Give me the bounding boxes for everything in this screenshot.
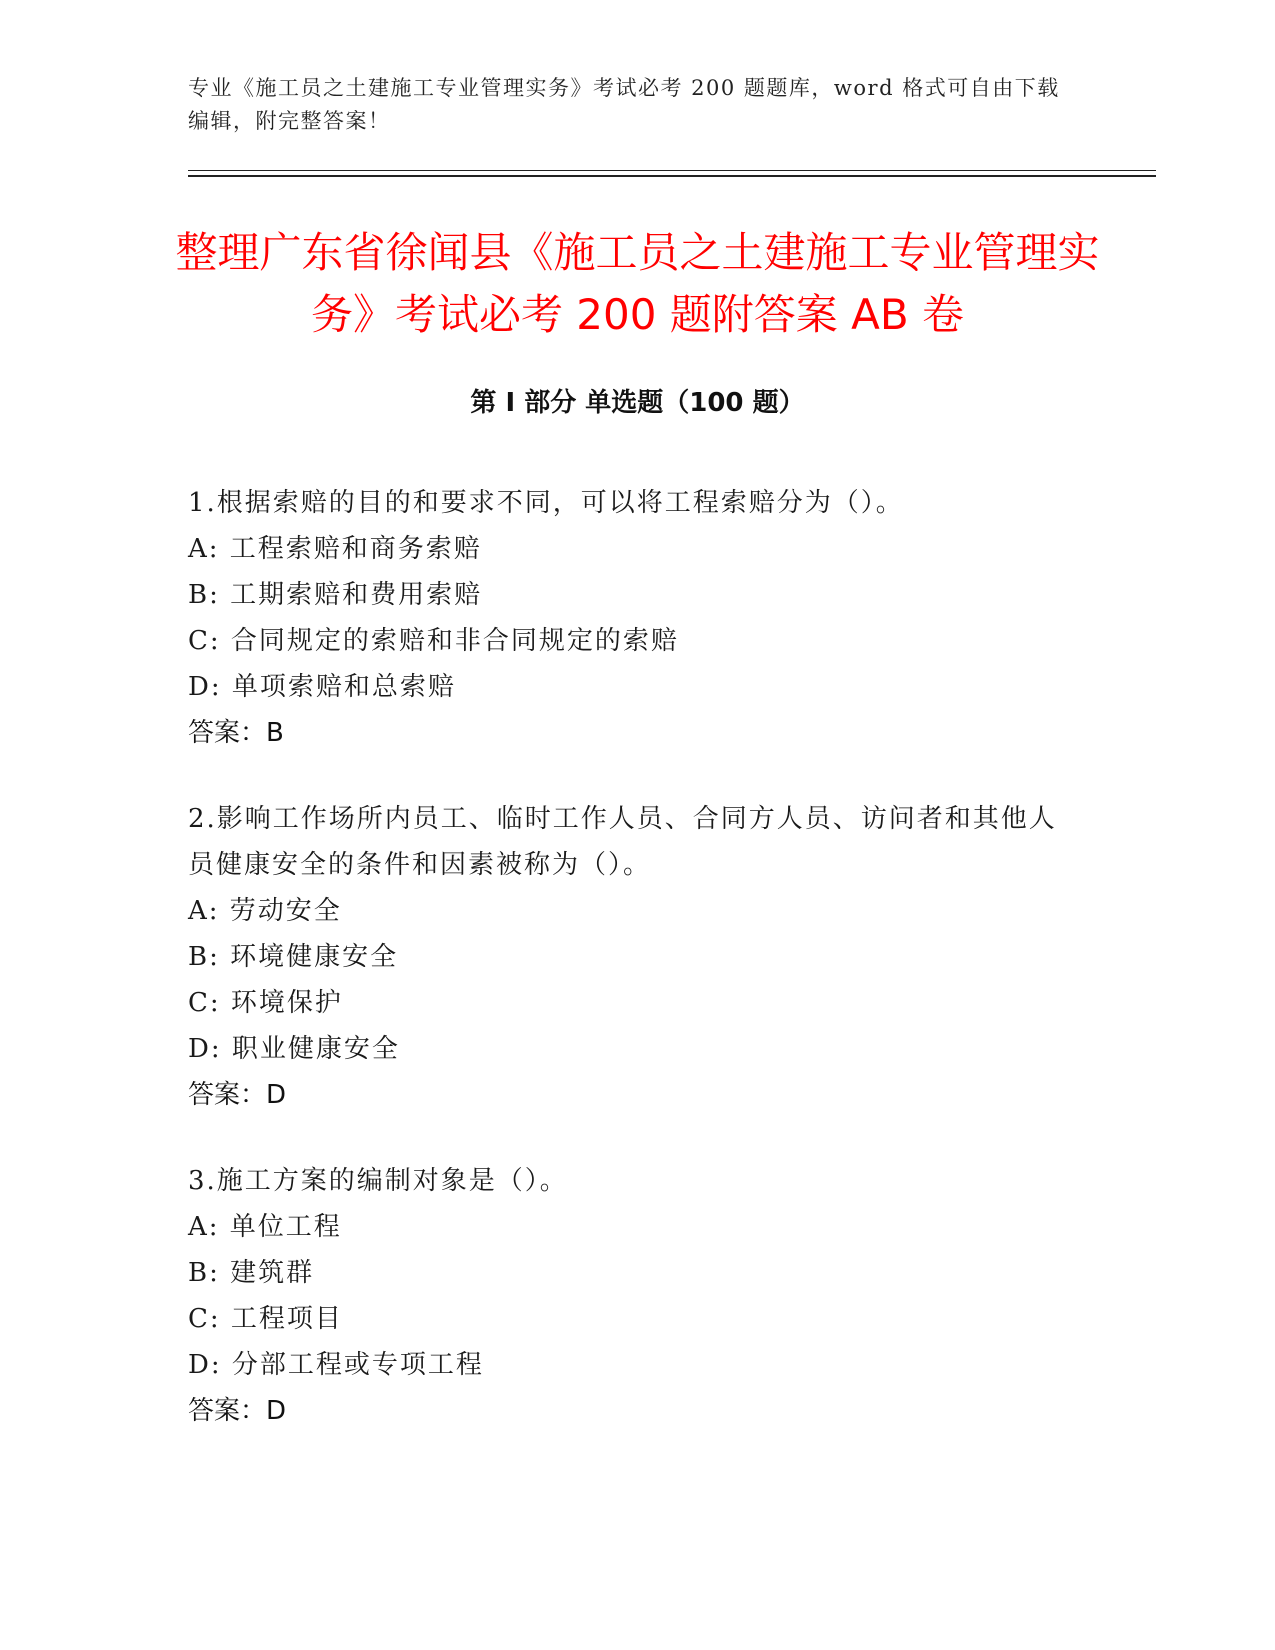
option-d: D: 职业健康安全 [188, 1034, 400, 1064]
question-list [188, 480, 1068, 1474]
option-a: A: 单位工程 [188, 1212, 342, 1242]
option-c: C: 合同规定的索赔和非合同规定的索赔 [188, 626, 679, 656]
header-divider-top [188, 170, 1156, 171]
question-item [188, 796, 1068, 1118]
answer-label: 答案：D [188, 1080, 287, 1110]
question-stem: 2.影响工作场所内员工、临时工作人员、合同方人员、访问者和其他人员健康安全的条件和因素被称为（）。 [188, 804, 1057, 880]
option-a: A: 劳动安全 [188, 896, 342, 926]
answer-label: 答案：B [188, 718, 284, 748]
option-c: C: 环境保护 [188, 988, 343, 1018]
section-title: 第 I 部分 单选题（100 题） [470, 388, 805, 418]
option-b: B: 工期索赔和费用索赔 [188, 580, 483, 610]
option-b: B: 建筑群 [188, 1258, 315, 1288]
question-item [188, 1158, 1068, 1434]
question-item [188, 480, 1068, 756]
header-divider-bottom [188, 175, 1156, 177]
document-title: 整理广东省徐闻县《施工员之土建施工专业管理实务》考试必考 200 题附答案 AB 卷 [175, 228, 1100, 339]
header-note: 专业《施工员之土建施工专业管理实务》考试必考 200 题题库，word 格式可自由下载编辑，附完整答案！ [188, 76, 1060, 133]
question-stem: 3.施工方案的编制对象是（）。 [188, 1166, 568, 1196]
option-c: C: 工程项目 [188, 1304, 343, 1334]
option-d: D: 分部工程或专项工程 [188, 1350, 484, 1380]
option-d: D: 单项索赔和总索赔 [188, 672, 456, 702]
question-stem: 1.根据索赔的目的和要求不同，可以将工程索赔分为（）。 [188, 488, 904, 518]
answer-label: 答案：D [188, 1396, 287, 1426]
option-b: B: 环境健康安全 [188, 942, 399, 972]
option-a: A: 工程索赔和商务索赔 [188, 534, 482, 564]
